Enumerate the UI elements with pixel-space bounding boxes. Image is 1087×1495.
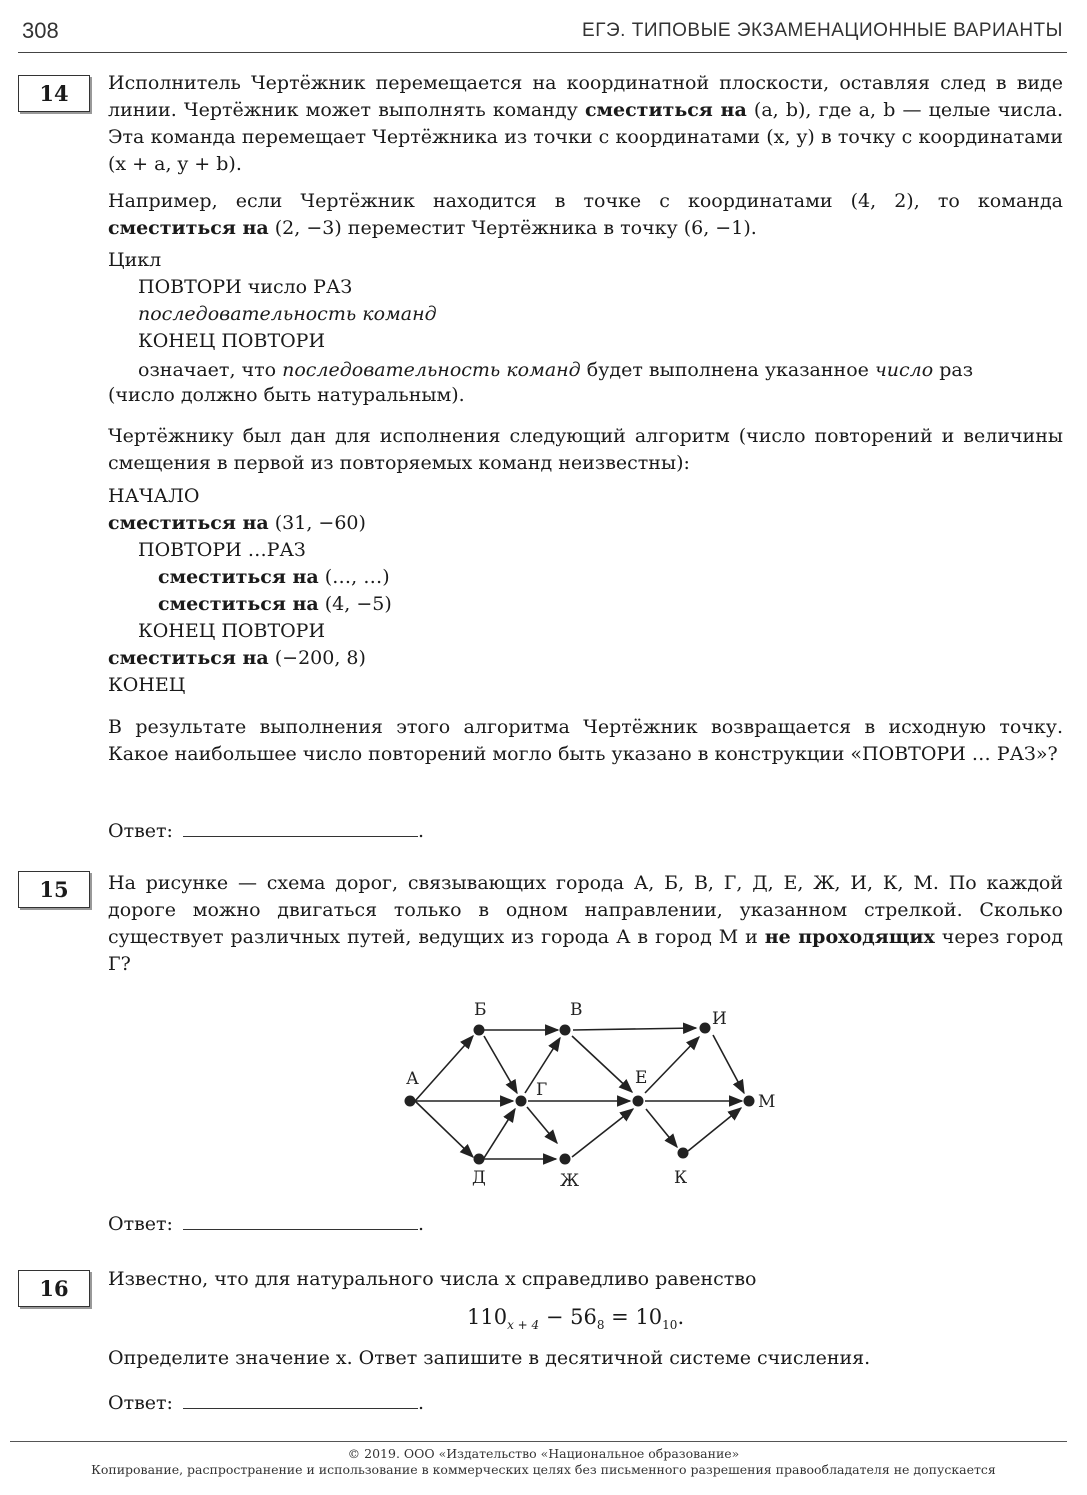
algo-line-2: сместиться на (…, …): [158, 566, 390, 588]
cycle-description: означает, что последовательность команд будет выполнена указанное число раз: [138, 359, 974, 381]
algo-line-1: сместиться на (31, −60): [108, 512, 366, 534]
node-label-b: Б: [474, 1000, 487, 1020]
cycle-description-end: (число должно быть натуральным).: [108, 384, 465, 406]
task-15-number: 15: [18, 871, 90, 908]
header-divider: [18, 52, 1067, 53]
cycle-end: КОНЕЦ ПОВТОРИ: [138, 330, 326, 352]
algo-line-4: сместиться на (−200, 8): [108, 647, 366, 669]
task-15-answer-field[interactable]: [183, 1211, 418, 1230]
node-label-e: Е: [635, 1068, 648, 1088]
task-16-number: 16: [18, 1270, 90, 1307]
footer-divider: [10, 1441, 1067, 1442]
cycle-label: Цикл: [108, 249, 162, 271]
footer-copyright: © 2019. ООО «Издательство «Национальное образование»: [347, 1446, 740, 1461]
node-label-m: М: [758, 1092, 776, 1112]
task-14-algorithm-intro: Чертёжнику был дан для исполнения следующий алгоритм (число повторений и величины смещения в первой из повторяемых команд неизвестны):: [108, 425, 1063, 474]
task-16-text: Известно, что для натурального числа x справедливо равенство: [108, 1268, 757, 1290]
task-15-answer: Ответ: .: [108, 1213, 424, 1235]
algo-end: КОНЕЦ: [108, 674, 186, 696]
task-14-answer-field[interactable]: [183, 818, 418, 837]
running-title: ЕГЭ. ТИПОВЫЕ ЭКЗАМЕНАЦИОННЫЕ ВАРИАНТЫ: [582, 20, 1063, 41]
page-number: 308: [22, 18, 59, 43]
node-label-k: К: [674, 1168, 688, 1188]
task-16-answer: Ответ: .: [108, 1392, 424, 1414]
task-14-answer: Ответ: .: [108, 820, 424, 842]
algo-start: НАЧАЛО: [108, 485, 200, 507]
task-14-number: 14: [18, 75, 90, 112]
node-label-g: Г: [536, 1080, 548, 1100]
node-label-v: В: [570, 1000, 583, 1020]
algo-end-repeat: КОНЕЦ ПОВТОРИ: [138, 620, 326, 642]
task-16-question: Определите значение x. Ответ запишите в десятичной системе счисления.: [108, 1347, 871, 1369]
node-label-d: Д: [472, 1168, 486, 1188]
graph-edges: [415, 1028, 744, 1159]
task-14-question: В результате выполнения этого алгоритма Чертёжник возвращается в исходную точку. Какое наибольшее число повторений могло быть указано в конструкции «ПОВТОРИ … РАЗ»?: [108, 716, 1063, 765]
task-16-answer-field[interactable]: [183, 1390, 418, 1409]
node-label-zh: Ж: [560, 1171, 580, 1191]
cycle-repeat: ПОВТОРИ число РАЗ: [138, 276, 353, 298]
task-14-intro: Исполнитель Чертёжник перемещается на координатной плоскости, оставляя след в виде линии. Чертёжник может выполнять команду сместиться на (a, b), где a, b — целые числа. Эта команда перемещает Чертёжника из точки с координатами (x, y) в точку с координатами (x + a, y + b).: [108, 72, 1064, 175]
task-14-example: Например, если Чертёжник находится в точке с координатами (4, 2), то команда сместиться на (2, −3) переместит Чертёжника в точку (6, −1).: [108, 190, 1063, 239]
node-label-a: А: [406, 1069, 419, 1089]
road-graph: [380, 995, 800, 1195]
algo-line-3: сместиться на (4, −5): [158, 593, 392, 615]
task-15-text: На рисунке — схема дорог, связывающих города А, Б, В, Г, Д, Е, Ж, И, К, М. По каждой дороге можно двигаться только в одном направлении, указанном стрелкой. Сколько существует различных путей, ведущих из города А в город М и не проходящих через город Г?: [108, 872, 1064, 975]
task-16-equation: $110_{x + 4} - 56_8 = 10_{10}$.: [467, 1305, 685, 1333]
algo-repeat: ПОВТОРИ …РАЗ: [138, 539, 306, 561]
footer-notice: Копирование, распространение и использование в коммерческих целях без письменного разрешения правообладателя не допускается: [91, 1462, 996, 1477]
cycle-sequence: последовательность команд: [138, 303, 437, 325]
node-label-i: И: [712, 1009, 727, 1029]
